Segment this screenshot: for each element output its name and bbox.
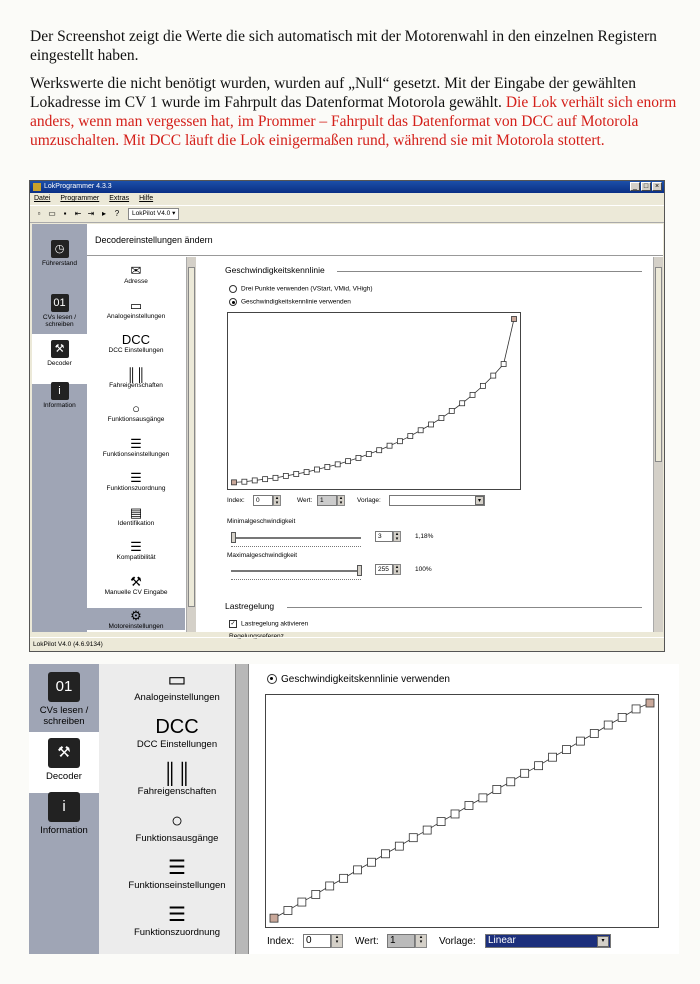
index-spinner[interactable]: ▴ ▾ (331, 934, 343, 948)
sidebar-item-decoder[interactable] (29, 732, 99, 793)
section-divider (337, 271, 642, 272)
intro-paragraph-1: Der Screenshot zeigt die Werte die sich automatisch mit der Motorenwahl in den einzelnen Registern eingestellt haben. (30, 28, 657, 64)
chevron-down-icon[interactable]: ▾ (597, 936, 609, 947)
sidebar-item-label: CVs lesen / schreiben (42, 314, 77, 328)
settings-panel (197, 257, 652, 639)
wert-label: Wert: (355, 936, 379, 947)
category-label: Fahreigenschaften (137, 786, 217, 797)
curve-point-2[interactable] (242, 479, 247, 484)
window-title: LokProgrammer 4.3.3 (44, 183, 112, 190)
curve-point-1[interactable] (232, 480, 237, 485)
curve-point-6[interactable] (340, 874, 348, 882)
wert-spinner[interactable]: ▴ ▾ (415, 934, 427, 948)
category-item-dcc[interactable] (87, 332, 185, 354)
close-button[interactable]: × (652, 182, 662, 191)
curve-point-1[interactable] (270, 914, 278, 922)
max-speed-ticks (231, 579, 361, 582)
index-input[interactable]: 0 (303, 934, 331, 948)
sidebar-item-information[interactable] (32, 382, 87, 409)
app-icon (33, 183, 41, 191)
new-icon[interactable]: ▫ (37, 209, 41, 218)
analog-icon: ▭ (129, 297, 143, 313)
panel-scroll-thumb[interactable] (655, 267, 662, 462)
wert-spinner[interactable]: ▴ ▾ (337, 495, 345, 506)
curve-point-13[interactable] (356, 455, 361, 460)
menu-bar (30, 193, 664, 205)
min-speed-input[interactable]: 3 (375, 531, 393, 542)
category-item-bulb[interactable] (87, 401, 185, 423)
index-label: Index: (267, 936, 295, 947)
curve-point-19[interactable] (521, 769, 529, 777)
wrench-icon: ⚒ (51, 340, 69, 358)
menu-programmer[interactable]: Programmer (60, 195, 100, 202)
menu-extras[interactable]: Extras (109, 195, 130, 202)
curve-point-18[interactable] (408, 434, 413, 439)
curve-point-16[interactable] (387, 443, 392, 448)
curve-point-15[interactable] (377, 448, 382, 453)
info-icon: i (48, 792, 80, 822)
zoom-settings-panel (249, 664, 679, 954)
category-item-function-mapping[interactable] (107, 903, 247, 938)
info-icon: i (51, 382, 69, 400)
curve-point-22[interactable] (449, 408, 454, 413)
category-list (87, 257, 195, 632)
category-label: Funktionsausgänge (135, 833, 219, 844)
curve-point-22[interactable] (562, 746, 570, 754)
content-area (87, 224, 663, 639)
category-label: Kompatibilität (116, 554, 156, 561)
curve-point-13[interactable] (437, 818, 445, 826)
curve-point-17[interactable] (493, 785, 501, 793)
wert-input[interactable]: 1 (387, 934, 415, 948)
sidebar-item-information[interactable] (29, 792, 99, 836)
function-settings-icon: ☰ (168, 857, 186, 879)
reference-label: Regelungsreferenz (229, 633, 284, 639)
curve-point-23[interactable] (460, 401, 465, 406)
device-select[interactable]: LokPilot V4.0 ▾ (128, 208, 179, 220)
category-label: DCC Einstellungen (108, 347, 164, 354)
max-speed-track[interactable] (231, 570, 361, 572)
radio-curve[interactable]: Geschwindigkeitskennlinie verwenden (267, 674, 450, 685)
read-icon[interactable]: ⇤ (74, 209, 82, 218)
category-item-envelope[interactable] (87, 263, 185, 285)
curve-point-27[interactable] (501, 362, 506, 367)
vorlage-label: Vorlage: (439, 936, 476, 947)
curve-point-24[interactable] (470, 392, 475, 397)
category-label: Analogeinstellungen (134, 692, 220, 703)
curve-point-7[interactable] (354, 866, 362, 874)
curve-point-25[interactable] (480, 383, 485, 388)
toolbar (30, 205, 664, 223)
curve-point-3[interactable] (252, 478, 257, 483)
radio-icon (229, 285, 237, 293)
radio-selected-icon (229, 298, 237, 306)
wrench-icon: ⚒ (48, 738, 80, 768)
curve-point-9[interactable] (381, 850, 389, 858)
intro-paragraph-2 (30, 74, 680, 150)
max-speed-label: Maximalgeschwindigkeit (227, 552, 298, 559)
zoomed-window (29, 664, 679, 954)
curve-point-14[interactable] (366, 452, 371, 457)
category-label: Motoreinstellungen (108, 623, 164, 630)
bulb-icon: ○ (132, 401, 140, 416)
menu-datei[interactable]: Datei (34, 195, 51, 202)
min-speed-track[interactable] (231, 537, 361, 539)
speed-curve-graph[interactable] (227, 312, 521, 490)
curve-point-4[interactable] (312, 890, 320, 898)
min-speed-percent: 1,18% (415, 533, 434, 540)
curve-point-10[interactable] (395, 842, 403, 850)
curve-point-26[interactable] (618, 713, 626, 721)
function-settings-icon: ☰ (130, 435, 142, 451)
category-item-function-mapping[interactable] (87, 470, 185, 492)
curve-point-5[interactable] (273, 475, 278, 480)
curve-point-20[interactable] (535, 762, 543, 770)
function-mapping-icon: ☰ (168, 904, 186, 926)
speed-curve-svg[interactable] (228, 313, 520, 489)
category-label: DCC Einstellungen (136, 739, 218, 750)
run-icon[interactable]: ▸ (101, 209, 106, 218)
compat-icon: ☰ (130, 539, 142, 554)
linear-curve-svg[interactable] (266, 695, 658, 927)
curve-point-15[interactable] (465, 801, 473, 809)
sidebar-item-label: Information (43, 402, 76, 409)
binary-icon: 01 (51, 294, 69, 312)
open-icon[interactable]: ▭ (48, 209, 56, 218)
title-bar (30, 181, 664, 193)
vorlage-label: Vorlage: (357, 497, 381, 504)
page-title: Decodereinstellungen ändern (87, 224, 663, 256)
help-icon[interactable]: ? (114, 209, 120, 218)
category-label: Fahreigenschaften (109, 381, 163, 389)
curve-point-12[interactable] (423, 826, 431, 834)
clock-icon: ◷ (51, 240, 69, 258)
lokprogrammer-window (29, 180, 665, 652)
motor-icon: ⚙ (130, 608, 142, 623)
id-card-icon: ▤ (129, 504, 143, 520)
curve-point-11[interactable] (335, 462, 340, 467)
curve-line (234, 319, 514, 482)
min-speed-label: Minimalgeschwindigkeit (227, 518, 296, 525)
analog-icon: ▭ (167, 669, 187, 691)
max-speed-slider[interactable] (357, 565, 362, 576)
min-speed-ticks (231, 546, 361, 549)
load-control-checkbox[interactable]: ✓ Lastregelung aktivieren (230, 620, 309, 628)
curve-point-27[interactable] (632, 705, 640, 713)
radio-selected-icon (267, 674, 277, 684)
curve-point-17[interactable] (397, 439, 402, 444)
category-label: Funktionseinstellungen (102, 450, 170, 458)
sidebar (32, 224, 87, 632)
chevron-down-icon[interactable]: ▾ (475, 496, 484, 505)
curve-point-11[interactable] (409, 834, 417, 842)
vorlage-select[interactable] (389, 495, 485, 506)
status-bar: LokPilot V4.0 (4.6.9134) (30, 637, 664, 651)
category-label: Identifikation (117, 519, 155, 527)
tools-icon: ⚒ (130, 573, 142, 589)
index-label: Index: (227, 497, 245, 504)
sliders-icon: ║║ (162, 763, 192, 785)
curve-point-25[interactable] (604, 721, 612, 729)
radio-curve[interactable]: Geschwindigkeitskennlinie verwenden (229, 298, 351, 306)
curve-point-18[interactable] (507, 778, 515, 786)
curve-point-12[interactable] (346, 459, 351, 464)
curve-point-8[interactable] (304, 470, 309, 475)
sidebar-item-label: Information (40, 825, 88, 836)
category-label: Funktionszuordnung (106, 485, 166, 492)
curve-point-26[interactable] (491, 373, 496, 378)
curve-point-3[interactable] (298, 898, 306, 906)
category-label: Funktionseinstellungen (128, 880, 226, 891)
category-item-bulb[interactable] (107, 809, 247, 844)
category-item-id-card[interactable] (87, 505, 185, 527)
category-label: Analogeinstellungen (106, 312, 166, 320)
curve-point-21[interactable] (549, 753, 557, 761)
category-item-function-settings[interactable] (107, 856, 247, 891)
category-scroll-thumb[interactable] (188, 267, 195, 607)
category-label: Manuelle CV Eingabe (104, 588, 168, 596)
dcc-icon: DCC (121, 332, 151, 347)
curve-point-20[interactable] (429, 422, 434, 427)
zoom-sidebar (29, 664, 99, 954)
sidebar-item-label: Decoder (46, 771, 82, 782)
category-item-compat[interactable] (87, 539, 185, 561)
section-title-load: Lastregelung (225, 601, 275, 611)
curve-point-23[interactable] (576, 737, 584, 745)
category-item-motor[interactable] (87, 608, 185, 630)
sidebar-item-label: Führerstand (41, 260, 78, 267)
curve-point-21[interactable] (439, 416, 444, 421)
curve-point-4[interactable] (263, 477, 268, 482)
category-item-tools[interactable] (87, 574, 185, 596)
sidebar-item-cvs[interactable] (32, 294, 87, 328)
category-item-dcc[interactable] (107, 715, 247, 750)
write-icon[interactable]: ⇥ (87, 209, 95, 218)
category-label: Adresse (124, 278, 148, 285)
curve-point-28[interactable] (512, 317, 517, 322)
vorlage-select[interactable]: Linear (485, 934, 611, 948)
curve-point-6[interactable] (283, 473, 288, 478)
sidebar-item-fuehrerstand[interactable] (32, 240, 87, 267)
checkmark-icon: ✓ (230, 621, 236, 627)
wert-label: Wert: (297, 497, 313, 504)
category-item-analog[interactable] (107, 668, 247, 703)
dcc-icon: DCC (155, 716, 199, 738)
bulb-icon: ○ (170, 810, 184, 832)
linear-curve-graph[interactable] (265, 694, 659, 928)
curve-point-5[interactable] (326, 882, 334, 890)
panel-scrollbar[interactable] (653, 257, 663, 632)
section-title-speed: Geschwindigkeitskennlinie (225, 265, 325, 275)
category-item-sliders[interactable] (87, 367, 185, 389)
section-divider (287, 607, 642, 608)
sidebar-item-decoder[interactable] (32, 334, 87, 384)
curve-point-2[interactable] (284, 907, 292, 915)
curve-point-9[interactable] (314, 467, 319, 472)
category-item-analog[interactable] (87, 298, 185, 320)
zoom-scrollbar[interactable] (235, 664, 249, 954)
curve-point-16[interactable] (479, 794, 487, 802)
sidebar-item-label: CVs lesen / schreiben (39, 705, 89, 727)
index-input[interactable]: 0 (253, 495, 273, 506)
envelope-icon: ✉ (130, 263, 142, 278)
menu-hilfe[interactable]: Hilfe (139, 195, 154, 202)
max-speed-spinner[interactable]: ▴ ▾ (393, 564, 401, 575)
curve-point-8[interactable] (367, 858, 375, 866)
index-spinner[interactable]: ▴ ▾ (273, 495, 281, 506)
intro-text-red: Die Lok verhält sich enorm anders, wenn man vergessen hat, im Prommer – Fahrpult das Datenformat von DCC auf Motorola umzuschalten. Mit DCC läuft die Lok einigermaßen rund, während sie mit Motorola stottert. (30, 94, 677, 149)
sliders-icon: ║║ (126, 366, 146, 382)
binary-icon: 01 (48, 672, 80, 702)
curve-point-10[interactable] (325, 464, 330, 469)
category-label: Funktionsausgänge (107, 416, 165, 423)
category-label: Funktionszuordnung (133, 927, 221, 938)
curve-point-14[interactable] (451, 810, 459, 818)
curve-point-24[interactable] (590, 729, 598, 737)
maximize-button[interactable]: □ (641, 182, 651, 191)
curve-point-7[interactable] (294, 471, 299, 476)
sidebar-item-cvs[interactable] (29, 672, 99, 727)
category-scrollbar[interactable] (186, 257, 196, 632)
max-speed-percent: 100% (415, 566, 432, 573)
sidebar-item-label: Decoder (47, 360, 72, 367)
curve-point-28[interactable] (646, 699, 654, 707)
function-mapping-icon: ☰ (130, 470, 142, 485)
minimize-button[interactable]: _ (630, 182, 640, 191)
max-speed-input[interactable]: 255 (375, 564, 393, 575)
curve-point-19[interactable] (418, 428, 423, 433)
min-speed-spinner[interactable]: ▴ ▾ (393, 531, 401, 542)
category-item-function-settings[interactable] (87, 436, 185, 458)
intro-text-black: Werkswerte die nicht benötigt wurden, wurden auf „Null“ gesetzt. Mit der Eingabe der gewählten Lokadresse im CV 1 wurde im Fahrpult das Datenformat Motorola gewählt. (30, 75, 637, 111)
category-item-sliders[interactable] (107, 762, 247, 797)
save-icon[interactable]: ▪ (63, 209, 67, 218)
min-speed-slider[interactable] (231, 532, 236, 543)
radio-three-points[interactable]: Drei Punkte verwenden (VStart, VMid, VHigh) (229, 285, 373, 293)
wert-input[interactable]: 1 (317, 495, 337, 506)
